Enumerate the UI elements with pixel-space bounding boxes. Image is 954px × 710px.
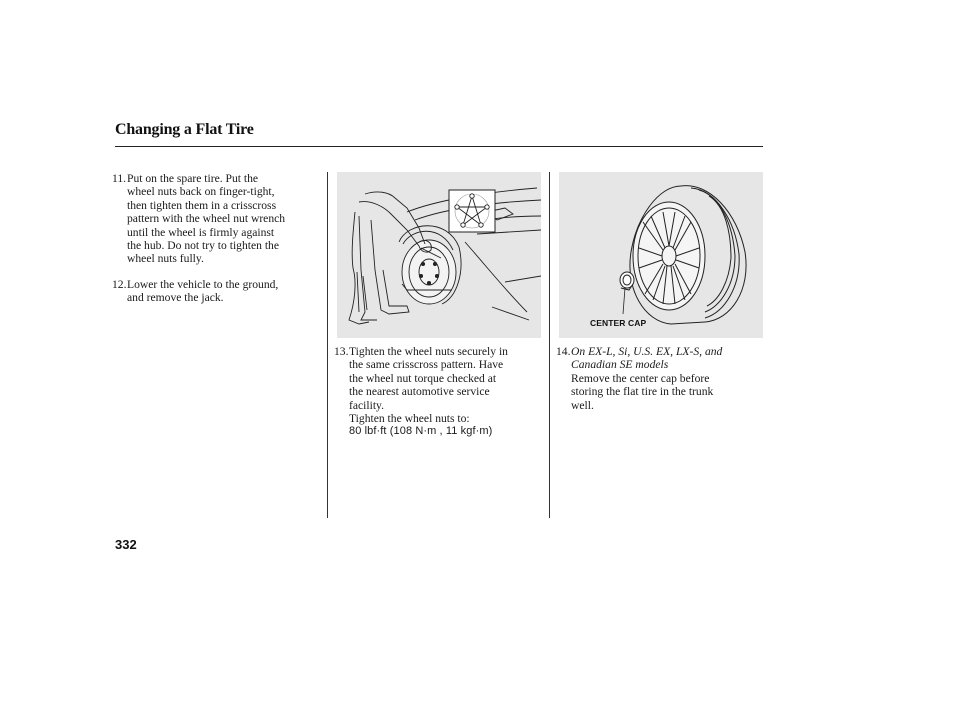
- step-text-line: well.: [571, 398, 594, 412]
- step-text-line: pattern with the wheel nut wrench: [127, 212, 286, 226]
- step-number: 13.: [334, 345, 349, 358]
- step-text-line: Put on the spare tire. Put the: [127, 172, 259, 185]
- step-12: [112, 278, 322, 305]
- step-text-line: storing the flat tire in the trunk: [571, 385, 714, 399]
- page-number: 332: [115, 537, 137, 552]
- step-text-line: until the wheel is firmly against: [127, 225, 275, 239]
- column-divider-left: [327, 172, 328, 518]
- step-11: [112, 172, 322, 266]
- tire-and-center-cap-drawing: [559, 172, 763, 338]
- illustration-tightening-wheel-nuts: [337, 172, 541, 338]
- step-text-line: wheel nuts fully.: [127, 252, 204, 266]
- step-number: 12.: [112, 278, 127, 291]
- step-text-line: wheel nuts back on finger-tight,: [127, 185, 275, 199]
- torque-label: Tighten the wheel nuts to:: [349, 412, 470, 426]
- title-divider: [115, 146, 763, 147]
- step-text-line: and remove the jack.: [127, 291, 224, 305]
- center-cap-label: CENTER CAP: [590, 318, 647, 328]
- person-tightening-nuts-drawing: [337, 172, 541, 338]
- step-13: [334, 345, 546, 439]
- step-text-line: facility.: [349, 398, 384, 412]
- model-applicability: Canadian SE models: [571, 358, 669, 372]
- step-text-line: Tighten the wheel nuts securely in: [349, 345, 508, 358]
- step-14: [556, 345, 760, 412]
- step-text-line: the same crisscross pattern. Have: [349, 358, 504, 372]
- model-applicability: On EX-L, Si, U.S. EX, LX-S, and: [571, 345, 723, 358]
- torque-value: 80 lbf·ft (108 N·m , 11 kgf·m): [349, 425, 493, 438]
- page-title: Changing a Flat Tire: [115, 121, 254, 138]
- step-text-line: the wheel nut torque checked at: [349, 371, 497, 385]
- step-text-line: the hub. Do not try to tighten the: [127, 239, 279, 253]
- step-text-line: then tighten them in a crisscross: [127, 198, 277, 212]
- step-text-line: the nearest automotive service: [349, 385, 490, 399]
- illustration-center-cap: [559, 172, 763, 338]
- step-number: 11.: [112, 172, 127, 185]
- step-text-line: Lower the vehicle to the ground,: [127, 278, 279, 291]
- step-text-line: Remove the center cap before: [571, 371, 710, 385]
- step-number: 14.: [556, 345, 571, 358]
- column-divider-right: [549, 172, 550, 518]
